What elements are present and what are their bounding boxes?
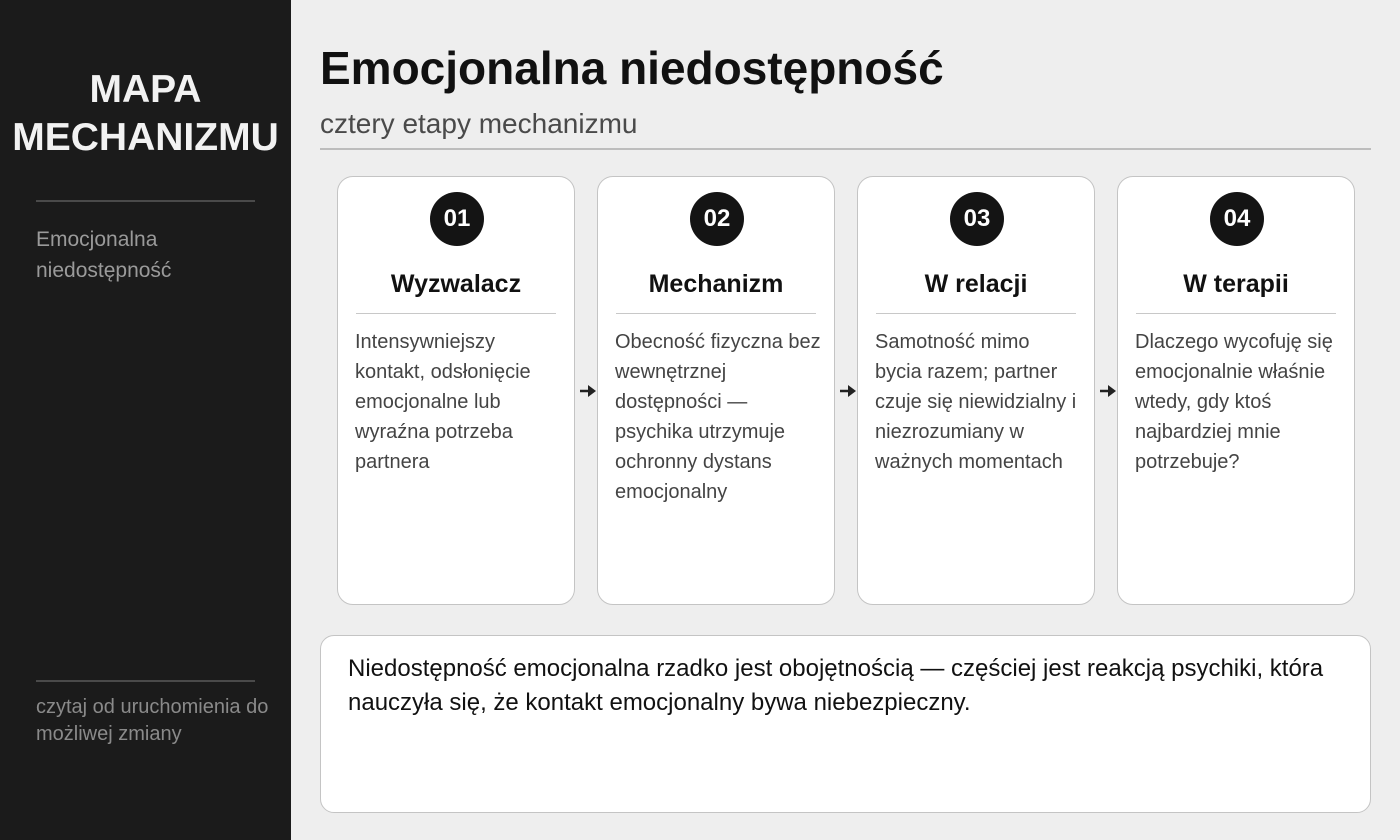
step-title: Wyzwalacz bbox=[390, 270, 522, 298]
step-number-badge: 04 bbox=[1210, 192, 1264, 246]
step-description: Samotność mimo bycia razem; partner czuje się niewidzialny i niezrozumiany w ważnych momentach bbox=[875, 331, 1077, 473]
sidebar-topic: Emocjonalna niedostępność bbox=[36, 228, 172, 282]
step-card-4 bbox=[1117, 176, 1355, 605]
sidebar-title-line-2: MECHANIZMU bbox=[12, 116, 279, 159]
step-card-1 bbox=[337, 176, 575, 605]
step-title: W terapii bbox=[1183, 270, 1289, 298]
page-subtitle: cztery etapy mechanizmu bbox=[320, 108, 638, 139]
step-divider bbox=[876, 313, 1076, 314]
arrow-right-icon bbox=[579, 382, 597, 400]
step-card-3 bbox=[857, 176, 1095, 605]
arrow-right-icon bbox=[1099, 382, 1117, 400]
sidebar-footer-note: czytaj od uruchomienia do możliwej zmiany bbox=[36, 696, 269, 745]
step-title: W relacji bbox=[924, 270, 1028, 298]
step-description: Intensywniejszy kontakt, odsłonięcie emocjonalne lub wyraźna potrzeba partnera bbox=[355, 331, 531, 473]
sidebar-title-line-1: MAPA bbox=[89, 68, 202, 111]
step-description: Obecność fizyczna bez wewnętrznej dostępności — psychika utrzymuje ochronny dystans emocjonalny bbox=[615, 331, 821, 503]
sidebar bbox=[0, 0, 291, 840]
summary-box bbox=[320, 635, 1371, 813]
step-divider bbox=[356, 313, 556, 314]
step-title: Mechanizm bbox=[648, 270, 784, 298]
step-card-2 bbox=[597, 176, 835, 605]
summary-text: Niedostępność emocjonalna rzadko jest obojętnością — częściej jest reakcją psychiki, która nauczyła się, że kontakt emocjonalny bywa niebezpieczny. bbox=[348, 655, 1324, 716]
arrow-right-icon bbox=[839, 382, 857, 400]
step-number-badge: 02 bbox=[690, 192, 744, 246]
step-number-badge: 01 bbox=[430, 192, 484, 246]
sidebar-divider-bottom bbox=[36, 680, 255, 682]
title-divider bbox=[320, 148, 1371, 150]
sidebar-title bbox=[0, 66, 291, 162]
step-description: Dlaczego wycofuję się emocjonalnie właśnie wtedy, gdy ktoś najbardziej mnie potrzebuje? bbox=[1135, 331, 1333, 473]
step-number-badge: 03 bbox=[950, 192, 1004, 246]
step-divider bbox=[1136, 313, 1336, 314]
page-title: Emocjonalna niedostępność bbox=[320, 42, 944, 94]
sidebar-divider-top bbox=[36, 200, 255, 202]
step-divider bbox=[616, 313, 816, 314]
